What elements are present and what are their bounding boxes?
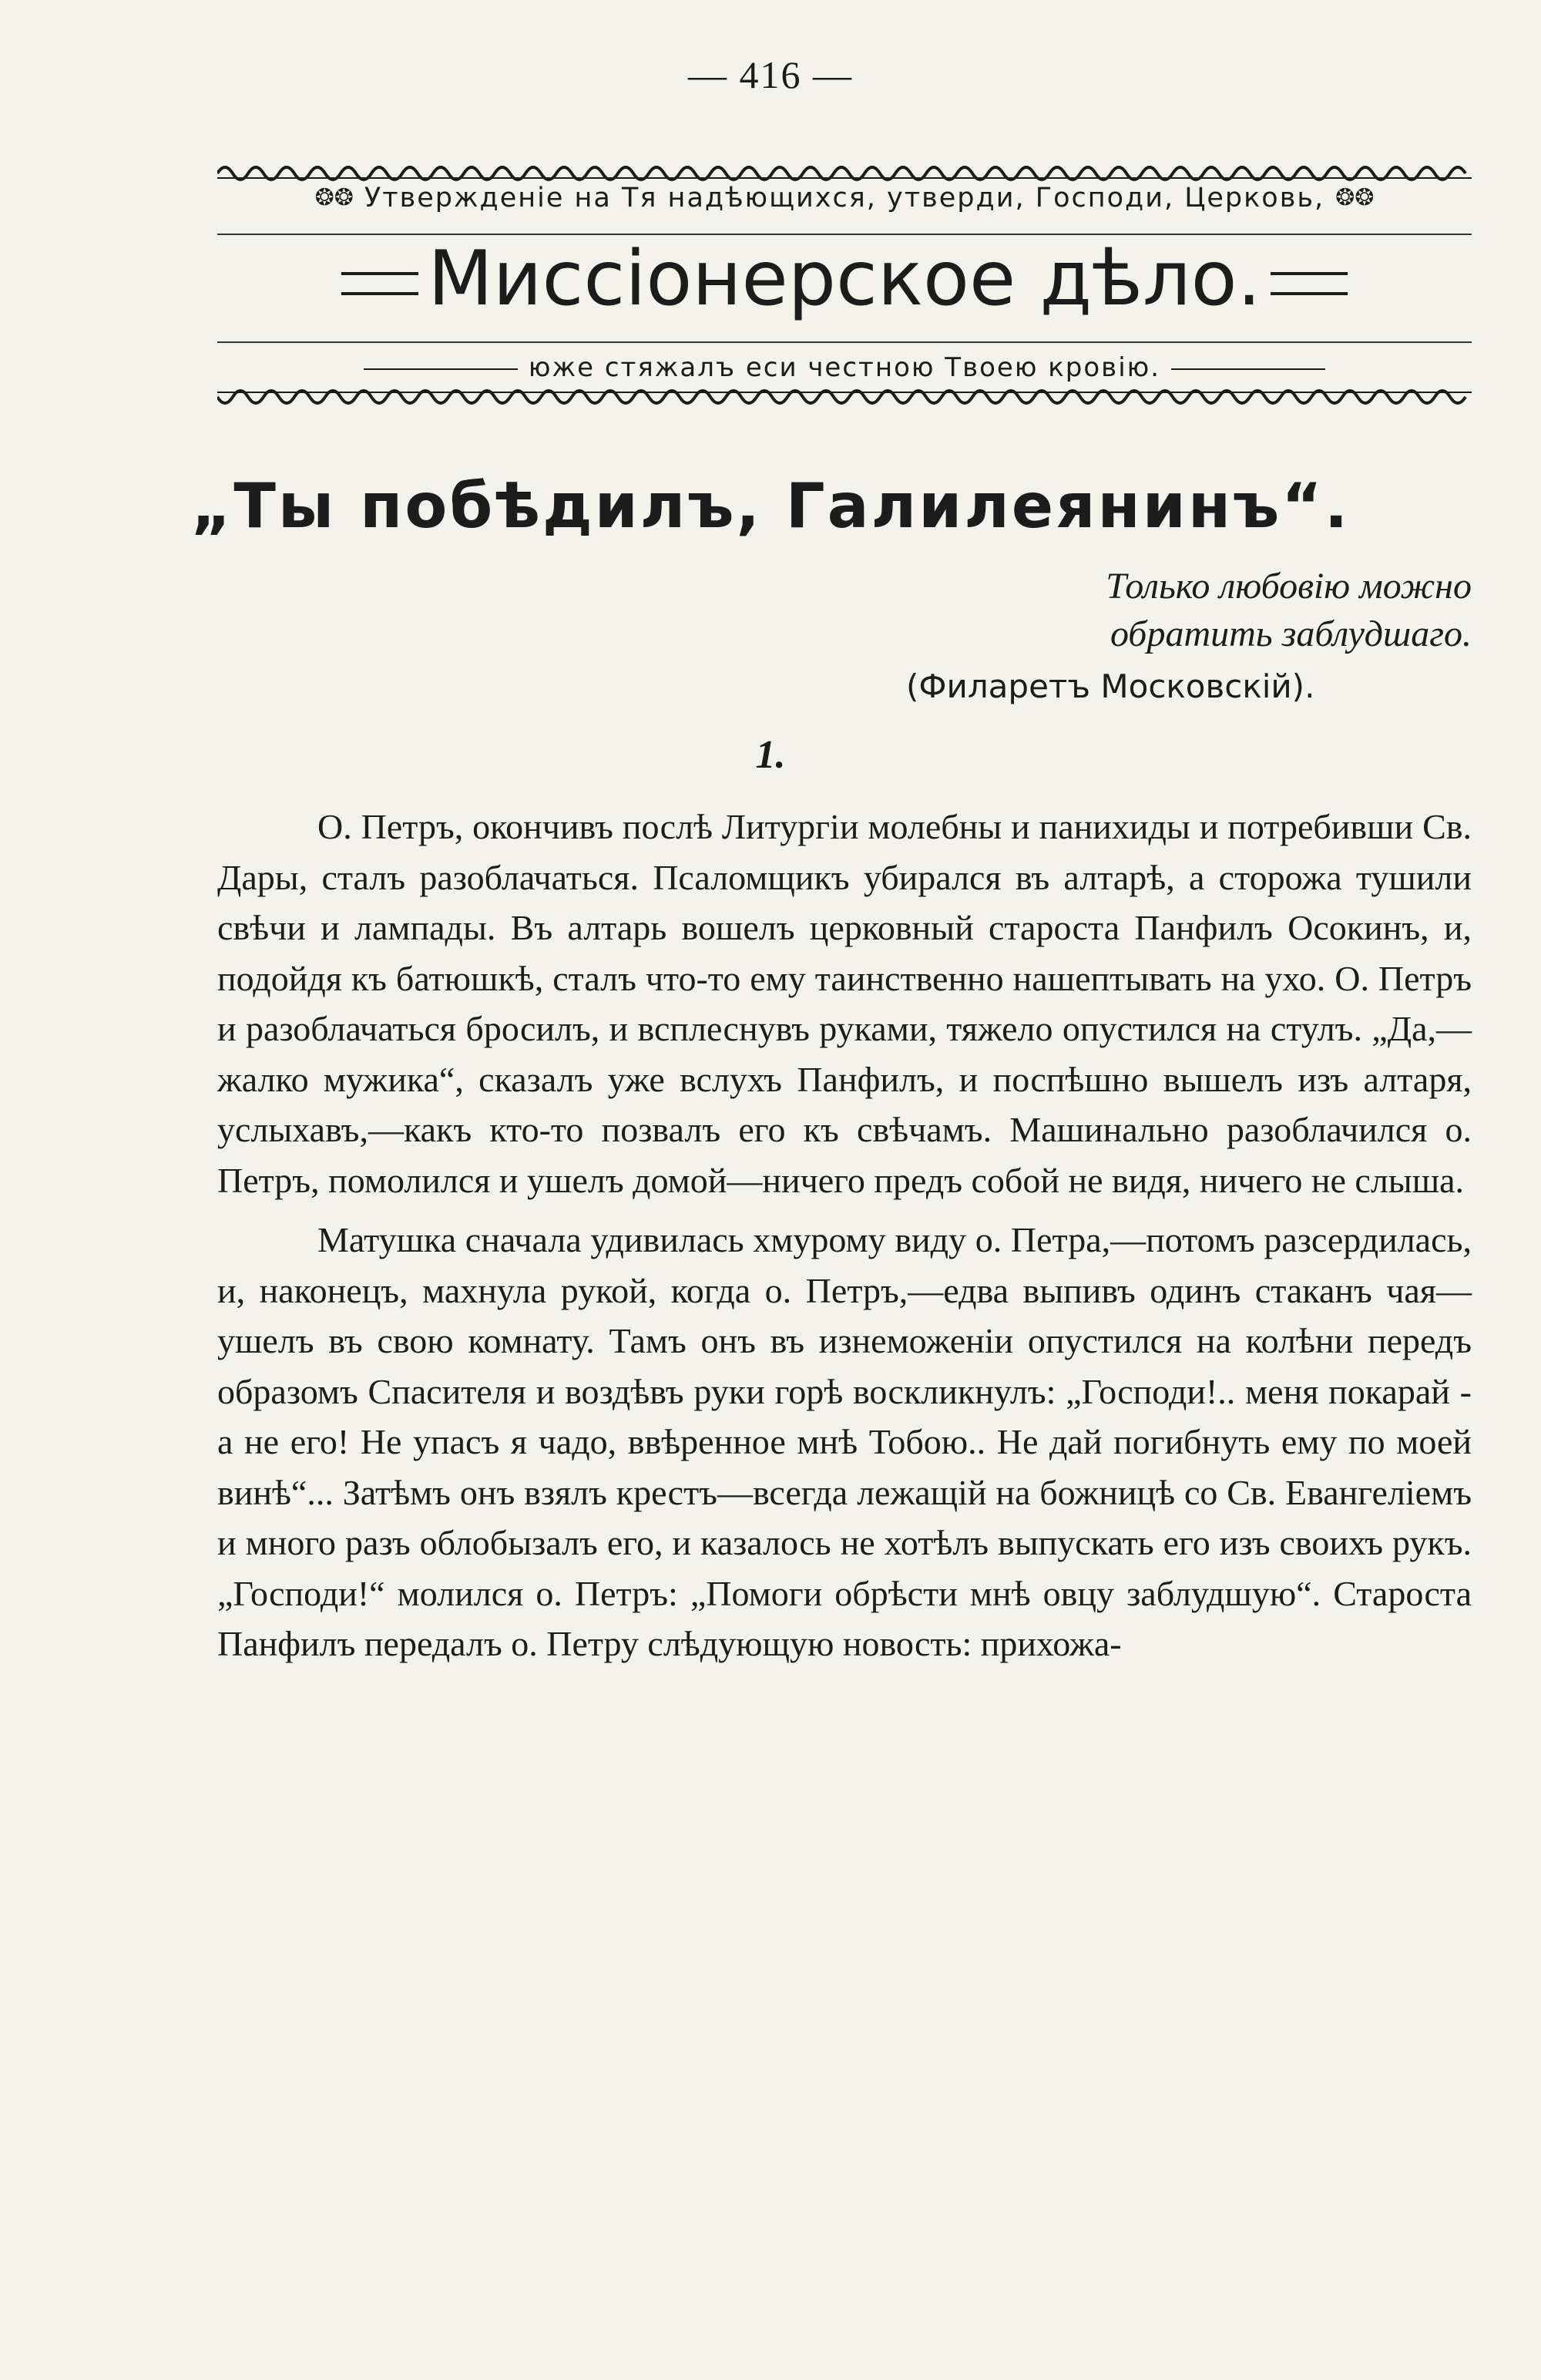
ornament-left-icon: ❂❂ bbox=[314, 184, 354, 211]
motto-top-line bbox=[217, 183, 1472, 213]
section-title-line bbox=[217, 235, 1472, 323]
epigraph-line: обратить заблудшаго. bbox=[1110, 613, 1472, 654]
paragraph: О. Петръ, окончивъ послѣ Литургіи молебны и панихиды и потребивши Св. Дары, сталъ разоблачаться. Псаломщикъ убирался въ алтарѣ, а сторожа тушили свѣчи и лампады. Въ алтарь вошелъ церковный староста Панфилъ Осокинъ, и, подойдя къ батюшкѣ, сталъ что-то ему таинственно нашептывать на ухо. О. Петръ и разоблачаться бросилъ, и всплеснувъ руками, тяжело опустился на стулъ. „Да,—жалко мужика“, сказалъ уже вслухъ Панфилъ, и поспѣшно вышелъ изъ алтаря, услыхавъ,—какъ кто-то позвалъ его къ свѣчамъ. Машинально разоблачился о. Петръ, помолился и ушелъ домой—ничего предъ собой не видя, ничего не слыша. bbox=[217, 807, 1472, 1200]
epigraph-source: (Филаретъ Московскій). bbox=[906, 667, 1315, 705]
wave-border-bottom bbox=[217, 389, 1472, 412]
page-number: — 416 — bbox=[688, 53, 853, 96]
section-title: Миссіонерское дѣло. bbox=[428, 235, 1261, 323]
section-header bbox=[217, 158, 1472, 420]
chapter-number: 1. bbox=[755, 733, 786, 777]
epigraph-line: Только любовію можно bbox=[1106, 566, 1472, 607]
wave-border-top bbox=[217, 158, 1472, 181]
ornament-right-icon: ❂❂ bbox=[1335, 184, 1375, 211]
rule-divider bbox=[217, 341, 1472, 343]
motto-bottom: юже стяжалъ еси честною Твоею кровію. bbox=[528, 352, 1161, 383]
double-rule-right bbox=[1271, 272, 1348, 295]
article-body bbox=[217, 802, 1472, 1669]
article-title: „Ты побѣдилъ, Галилеянинъ“. bbox=[190, 470, 1351, 542]
motto-top: Утвержденіе на Тя надѣющихся, утверди, Господи, Церковь, bbox=[364, 183, 1325, 213]
double-rule-left bbox=[341, 272, 418, 295]
motto-bottom-line bbox=[217, 352, 1472, 383]
epigraph bbox=[886, 563, 1472, 711]
paragraph: Матушка сначала удивилась хмурому виду о. Петра,—потомъ разсердилась, и, наконецъ, махнула рукой, когда о. Петръ,—едва выпивъ одинъ стаканъ чая—ушелъ въ свою комнату. Тамъ онъ въ изнеможеніи опустился на колѣни передъ образомъ Спасителя и воздѣвъ руки горѣ воскликнулъ: „Господи!.. меня покарай - а не его! Не упасъ я чадо, ввѣренное мнѣ Тобою.. Не дай погибнуть ему по моей винѣ“... Затѣмъ онъ взялъ крестъ—всегда лежащій на божницѣ со Св. Евангеліемъ и много разъ облобызалъ его, и казалось не хотѣлъ выпускать его изъ своихъ рукъ. „Господи!“ молился о. Петръ: „Помоги обрѣсти мнѣ овцу заблудшую“. Староста Панфилъ передалъ о. Петру слѣдующую новость: прихожа- bbox=[217, 1220, 1472, 1663]
rule-right bbox=[1171, 368, 1325, 370]
rule-left bbox=[364, 368, 518, 370]
